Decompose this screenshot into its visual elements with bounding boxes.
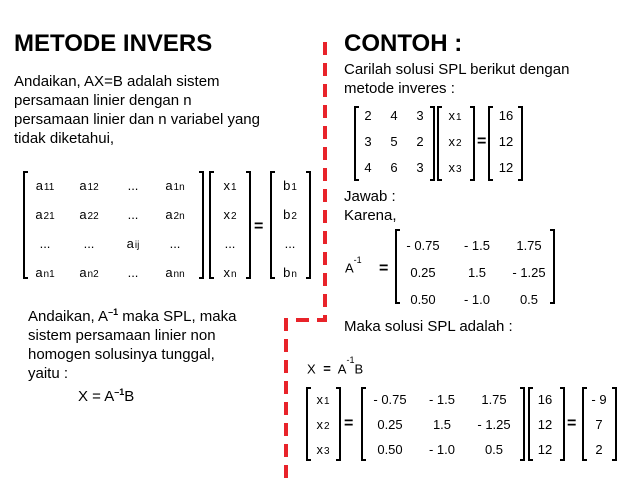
solution-inverse-cell: - 1.25 (477, 417, 511, 432)
example-title: CONTOH : (344, 30, 463, 57)
solution-x-cell: x2 (316, 417, 330, 432)
system-b-cell: 12 (498, 160, 514, 175)
matrix-a-cell: ann (165, 265, 185, 280)
matrix-a-cell: a21 (35, 207, 55, 222)
system-x-cell: x1 (448, 108, 462, 123)
inverse-cell: 1.75 (516, 238, 542, 253)
inverse-cell: 0.50 (410, 292, 436, 307)
outro-line: homogen solusinya tunggal, (28, 346, 215, 363)
jawab-label: Jawab : (344, 188, 396, 205)
inverse-cell: - 1.5 (463, 238, 490, 253)
solution-inverse-cell: 1.5 (432, 417, 452, 432)
formula-post: B (124, 388, 135, 405)
outro-line: sistem persamaan linier non (28, 327, 216, 344)
matrix-a-cell: ... (127, 265, 139, 280)
vector-b-cell: b1 (283, 178, 297, 193)
system-a-cell: 3 (416, 160, 424, 175)
matrix-a-cell: an2 (79, 265, 99, 280)
matrix-a-cell: ... (83, 236, 95, 251)
formula-a: A (337, 361, 347, 377)
system-a-cell: 5 (390, 134, 398, 149)
solution-b-cell: 12 (537, 442, 553, 457)
solution-formula (307, 355, 364, 377)
solution-inverse-cell: 0.25 (377, 417, 403, 432)
system-equals: = (477, 133, 487, 150)
solution-inverse-cell: - 1.5 (428, 392, 455, 407)
inverse-cell: 0.5 (519, 292, 539, 307)
karena-label: Karena, (344, 207, 397, 224)
solution-inverse-cell: - 1.0 (428, 442, 455, 457)
inverse-cell: - 1.0 (463, 292, 490, 307)
solution-x-cell: x1 (316, 392, 330, 407)
system-a-cell: 2 (364, 108, 372, 123)
inverse-sup: –1 (108, 307, 119, 317)
prompt-line: Carilah solusi SPL berikut dengan (344, 61, 570, 78)
vector-b-cell: b2 (283, 207, 297, 222)
formula-sup: -1 (346, 355, 355, 365)
solution-b-cell: 16 (537, 392, 553, 407)
intro-line: Andaikan, AX=B adalah sistem (14, 73, 220, 90)
solution-result-cell: 2 (595, 442, 603, 457)
inverse-equals: = (379, 260, 389, 277)
solution-inverse-cell: 0.5 (484, 442, 504, 457)
system-b-cell: 12 (498, 134, 514, 149)
formula-sup: –1 (114, 387, 125, 397)
system-a-cell: 3 (416, 108, 424, 123)
matrix-a-cell: a22 (79, 207, 99, 222)
inverse-cell: 0.25 (410, 265, 436, 280)
system-x-cell: x3 (448, 160, 462, 175)
matrix-a-cell: an1 (35, 265, 55, 280)
matrix-a-cell: a11 (35, 178, 55, 193)
formula-pre: X = A (78, 388, 115, 405)
outro-line: yaitu : (28, 365, 69, 382)
vector-x-cell: ... (224, 236, 236, 251)
formula-x: X (307, 361, 316, 377)
solution-result-cell: - 9 (591, 392, 607, 407)
solution-b-cell: 12 (537, 417, 553, 432)
solution-intro: Maka solusi SPL adalah : (344, 318, 513, 335)
intro-line: tidak diketahui, (14, 130, 115, 147)
system-a-cell: 6 (390, 160, 398, 175)
outro-pre: Andaikan, A (28, 308, 109, 325)
prompt-line: metode inveres : (344, 80, 455, 97)
equals-sign: = (254, 218, 264, 235)
vector-x-cell: x1 (223, 178, 237, 193)
vector-b-cell: bn (283, 265, 297, 280)
intro-line: persamaan linier dengan n (14, 92, 192, 109)
matrix-a-cell: ... (39, 236, 51, 251)
solution-x-cell: x3 (316, 442, 330, 457)
system-a-cell: 2 (416, 134, 424, 149)
solution-equals-1: = (344, 415, 354, 432)
solution-result-cell: 7 (595, 417, 603, 432)
matrix-a-cell: a1n (165, 178, 185, 193)
vector-b-cell: ... (284, 236, 296, 251)
inverse-sup-label: -1 (353, 255, 362, 265)
inverse-cell: - 1.25 (512, 265, 546, 280)
matrix-a-cell: a12 (79, 178, 99, 193)
outro-post: maka SPL, maka (118, 308, 237, 325)
system-a-cell: 4 (390, 108, 398, 123)
matrix-a-cell: ... (127, 207, 139, 222)
matrix-a-cell: aij (126, 236, 140, 251)
vector-x-cell: x2 (223, 207, 237, 222)
inverse-a: A (345, 260, 354, 276)
solution-inverse-cell: 0.50 (377, 442, 403, 457)
system-x-cell: x2 (448, 134, 462, 149)
intro-line: persamaan linier dan n variabel yang (14, 111, 260, 128)
inverse-label (345, 255, 362, 276)
system-a-cell: 3 (364, 134, 372, 149)
vector-x-cell: xn (223, 265, 237, 280)
inverse-cell: 1.5 (467, 265, 487, 280)
inverse-cell: - 0.75 (406, 238, 440, 253)
solution-inverse-cell: 1.75 (481, 392, 507, 407)
formula-b: B (354, 361, 364, 377)
solution-inverse-cell: - 0.75 (373, 392, 407, 407)
formula-equals: = (323, 361, 331, 377)
system-a-cell: 4 (364, 160, 372, 175)
matrix-a-cell: ... (169, 236, 181, 251)
matrix-a-cell: ... (127, 178, 139, 193)
solution-equals-2: = (567, 415, 577, 432)
system-b-cell: 16 (498, 108, 514, 123)
matrix-a-cell: a2n (165, 207, 185, 222)
page-title: METODE INVERS (14, 30, 213, 57)
